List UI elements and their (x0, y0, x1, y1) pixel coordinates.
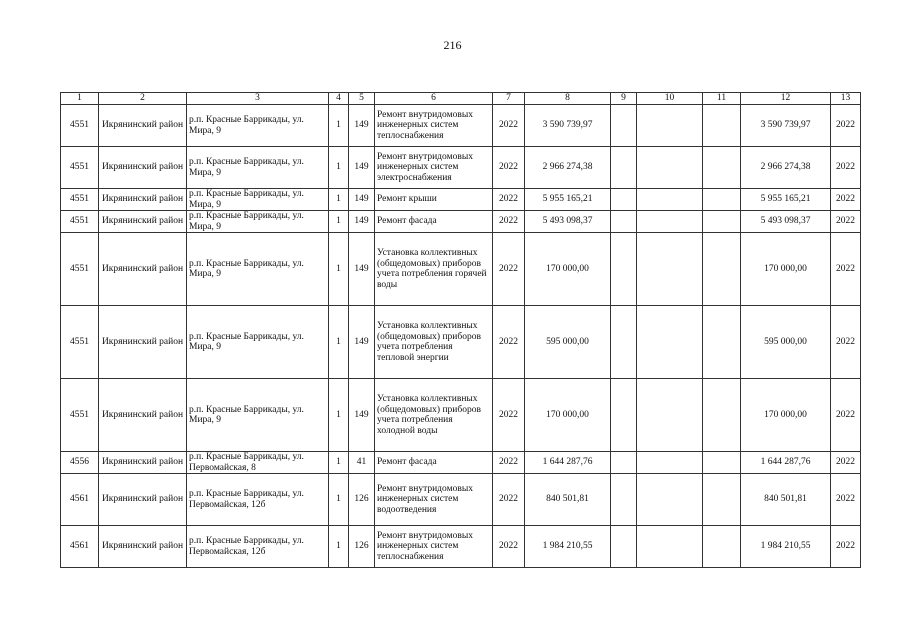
cell-address: р.п. Красные Баррикады, ул. Мира, 9 (187, 379, 329, 452)
cell-c9 (611, 233, 637, 306)
cell-c9 (611, 379, 637, 452)
cell-district: Икрянинский район (99, 452, 187, 474)
cell-work: Ремонт фасада (375, 452, 493, 474)
table-row (61, 189, 861, 211)
cell-work: Ремонт внутридомовых инженерных систем теплоснабжения (375, 105, 493, 147)
cell-c12: 170 000,00 (741, 379, 831, 452)
cell-c4: 1 (329, 189, 349, 211)
cell-work: Ремонт внутридомовых инженерных систем электроснабжения (375, 147, 493, 189)
cell-c11 (703, 379, 741, 452)
cell-c9 (611, 526, 637, 568)
cell-c5: 149 (349, 147, 375, 189)
cell-c4: 1 (329, 379, 349, 452)
cell-c12: 170 000,00 (741, 233, 831, 306)
column-header: 5 (349, 93, 375, 105)
cell-work: Ремонт крыши (375, 189, 493, 211)
cell-district: Икрянинский район (99, 526, 187, 568)
cell-cost: 170 000,00 (525, 233, 611, 306)
cell-c11 (703, 526, 741, 568)
cell-c10 (637, 474, 703, 526)
column-header: 7 (493, 93, 525, 105)
cell-work: Установка коллективных (общедомовых) приборов учета потребления горячей воды (375, 233, 493, 306)
table-row (61, 474, 861, 526)
cell-address: р.п. Красные Баррикады, ул. Мира, 9 (187, 105, 329, 147)
cell-c11 (703, 147, 741, 189)
cell-c11 (703, 474, 741, 526)
cell-c4: 1 (329, 211, 349, 233)
cell-c10 (637, 306, 703, 379)
cell-c13: 2022 (831, 233, 861, 306)
cell-year: 2022 (493, 452, 525, 474)
column-header: 9 (611, 93, 637, 105)
cell-district: Икрянинский район (99, 306, 187, 379)
column-header: 10 (637, 93, 703, 105)
cell-id: 4551 (61, 379, 99, 452)
cell-c9 (611, 105, 637, 147)
cell-c11 (703, 306, 741, 379)
cell-year: 2022 (493, 526, 525, 568)
cell-year: 2022 (493, 233, 525, 306)
cell-c12: 1 644 287,76 (741, 452, 831, 474)
cell-address: р.п. Красные Баррикады, ул. Мира, 9 (187, 189, 329, 211)
cell-id: 4551 (61, 211, 99, 233)
cell-c9 (611, 452, 637, 474)
column-header: 1 (61, 93, 99, 105)
cell-c12: 5 955 165,21 (741, 189, 831, 211)
header-row (61, 93, 861, 105)
cell-c10 (637, 526, 703, 568)
cell-district: Икрянинский район (99, 105, 187, 147)
cell-c10 (637, 147, 703, 189)
cell-district: Икрянинский район (99, 211, 187, 233)
cell-district: Икрянинский район (99, 189, 187, 211)
cell-c12: 3 590 739,97 (741, 105, 831, 147)
cell-c9 (611, 147, 637, 189)
cell-c10 (637, 452, 703, 474)
cell-address: р.п. Красные Баррикады, ул. Мира, 9 (187, 306, 329, 379)
cell-id: 4551 (61, 233, 99, 306)
table-row (61, 233, 861, 306)
cell-district: Икрянинский район (99, 147, 187, 189)
cell-address: р.п. Красные Баррикады, ул. Первомайская, 8 (187, 452, 329, 474)
cell-address: р.п. Красные Баррикады, ул. Мира, 9 (187, 147, 329, 189)
cell-district: Икрянинский район (99, 233, 187, 306)
table-row (61, 306, 861, 379)
cell-c4: 1 (329, 306, 349, 379)
cell-c13: 2022 (831, 189, 861, 211)
column-header: 3 (187, 93, 329, 105)
cell-c5: 41 (349, 452, 375, 474)
column-header: 2 (99, 93, 187, 105)
column-header: 4 (329, 93, 349, 105)
cell-c12: 595 000,00 (741, 306, 831, 379)
cell-c12: 5 493 098,37 (741, 211, 831, 233)
cell-c13: 2022 (831, 379, 861, 452)
cell-c10 (637, 189, 703, 211)
cell-c12: 840 501,81 (741, 474, 831, 526)
cell-year: 2022 (493, 474, 525, 526)
cell-cost: 1 644 287,76 (525, 452, 611, 474)
cell-year: 2022 (493, 379, 525, 452)
cell-c11 (703, 189, 741, 211)
cell-c9 (611, 211, 637, 233)
cell-work: Ремонт фасада (375, 211, 493, 233)
cell-cost: 5 493 098,37 (525, 211, 611, 233)
cell-c11 (703, 452, 741, 474)
cell-year: 2022 (493, 306, 525, 379)
page-number: 216 (443, 38, 462, 52)
cell-address: р.п. Красные Баррикады, ул. Первомайская, 12б (187, 474, 329, 526)
cell-district: Икрянинский район (99, 379, 187, 452)
cell-c11 (703, 211, 741, 233)
cell-c4: 1 (329, 233, 349, 306)
cell-id: 4561 (61, 474, 99, 526)
cell-year: 2022 (493, 211, 525, 233)
cell-c4: 1 (329, 147, 349, 189)
cell-work: Установка коллективных (общедомовых) приборов учета потребления тепловой энергии (375, 306, 493, 379)
cell-address: р.п. Красные Баррикады, ул. Мира, 9 (187, 233, 329, 306)
cell-c11 (703, 233, 741, 306)
column-header: 13 (831, 93, 861, 105)
cell-c5: 149 (349, 189, 375, 211)
cell-c12: 2 966 274,38 (741, 147, 831, 189)
cell-c10 (637, 379, 703, 452)
cell-c13: 2022 (831, 105, 861, 147)
registry-table (60, 92, 861, 568)
cell-id: 4556 (61, 452, 99, 474)
cell-cost: 595 000,00 (525, 306, 611, 379)
cell-id: 4551 (61, 189, 99, 211)
cell-c4: 1 (329, 474, 349, 526)
column-header: 8 (525, 93, 611, 105)
cell-c11 (703, 105, 741, 147)
cell-c13: 2022 (831, 526, 861, 568)
cell-c5: 126 (349, 526, 375, 568)
column-header: 12 (741, 93, 831, 105)
cell-c9 (611, 474, 637, 526)
cell-c5: 149 (349, 105, 375, 147)
table-row (61, 379, 861, 452)
cell-cost: 2 966 274,38 (525, 147, 611, 189)
cell-year: 2022 (493, 147, 525, 189)
cell-c4: 1 (329, 105, 349, 147)
cell-c9 (611, 306, 637, 379)
cell-c4: 1 (329, 452, 349, 474)
cell-c5: 149 (349, 306, 375, 379)
cell-cost: 170 000,00 (525, 379, 611, 452)
table-row (61, 526, 861, 568)
table-row (61, 452, 861, 474)
cell-c5: 126 (349, 474, 375, 526)
cell-id: 4551 (61, 306, 99, 379)
cell-work: Ремонт внутридомовых инженерных систем водоотведения (375, 474, 493, 526)
cell-c13: 2022 (831, 474, 861, 526)
cell-c9 (611, 189, 637, 211)
cell-c12: 1 984 210,55 (741, 526, 831, 568)
cell-c5: 149 (349, 211, 375, 233)
cell-id: 4551 (61, 147, 99, 189)
cell-c13: 2022 (831, 211, 861, 233)
cell-c13: 2022 (831, 147, 861, 189)
cell-c4: 1 (329, 526, 349, 568)
cell-c5: 149 (349, 379, 375, 452)
cell-c13: 2022 (831, 306, 861, 379)
cell-c10 (637, 233, 703, 306)
cell-c10 (637, 105, 703, 147)
cell-cost: 1 984 210,55 (525, 526, 611, 568)
cell-year: 2022 (493, 105, 525, 147)
cell-id: 4561 (61, 526, 99, 568)
column-header: 6 (375, 93, 493, 105)
cell-c13: 2022 (831, 452, 861, 474)
table-row (61, 105, 861, 147)
cell-cost: 5 955 165,21 (525, 189, 611, 211)
cell-cost: 3 590 739,97 (525, 105, 611, 147)
cell-cost: 840 501,81 (525, 474, 611, 526)
cell-id: 4551 (61, 105, 99, 147)
column-header: 11 (703, 93, 741, 105)
cell-address: р.п. Красные Баррикады, ул. Первомайская, 12б (187, 526, 329, 568)
cell-district: Икрянинский район (99, 474, 187, 526)
cell-work: Ремонт внутридомовых инженерных систем теплоснабжения (375, 526, 493, 568)
table-row (61, 147, 861, 189)
table-row (61, 211, 861, 233)
cell-year: 2022 (493, 189, 525, 211)
cell-c5: 149 (349, 233, 375, 306)
cell-c10 (637, 211, 703, 233)
cell-address: р.п. Красные Баррикады, ул. Мира, 9 (187, 211, 329, 233)
cell-work: Установка коллективных (общедомовых) приборов учета потребления холодной воды (375, 379, 493, 452)
